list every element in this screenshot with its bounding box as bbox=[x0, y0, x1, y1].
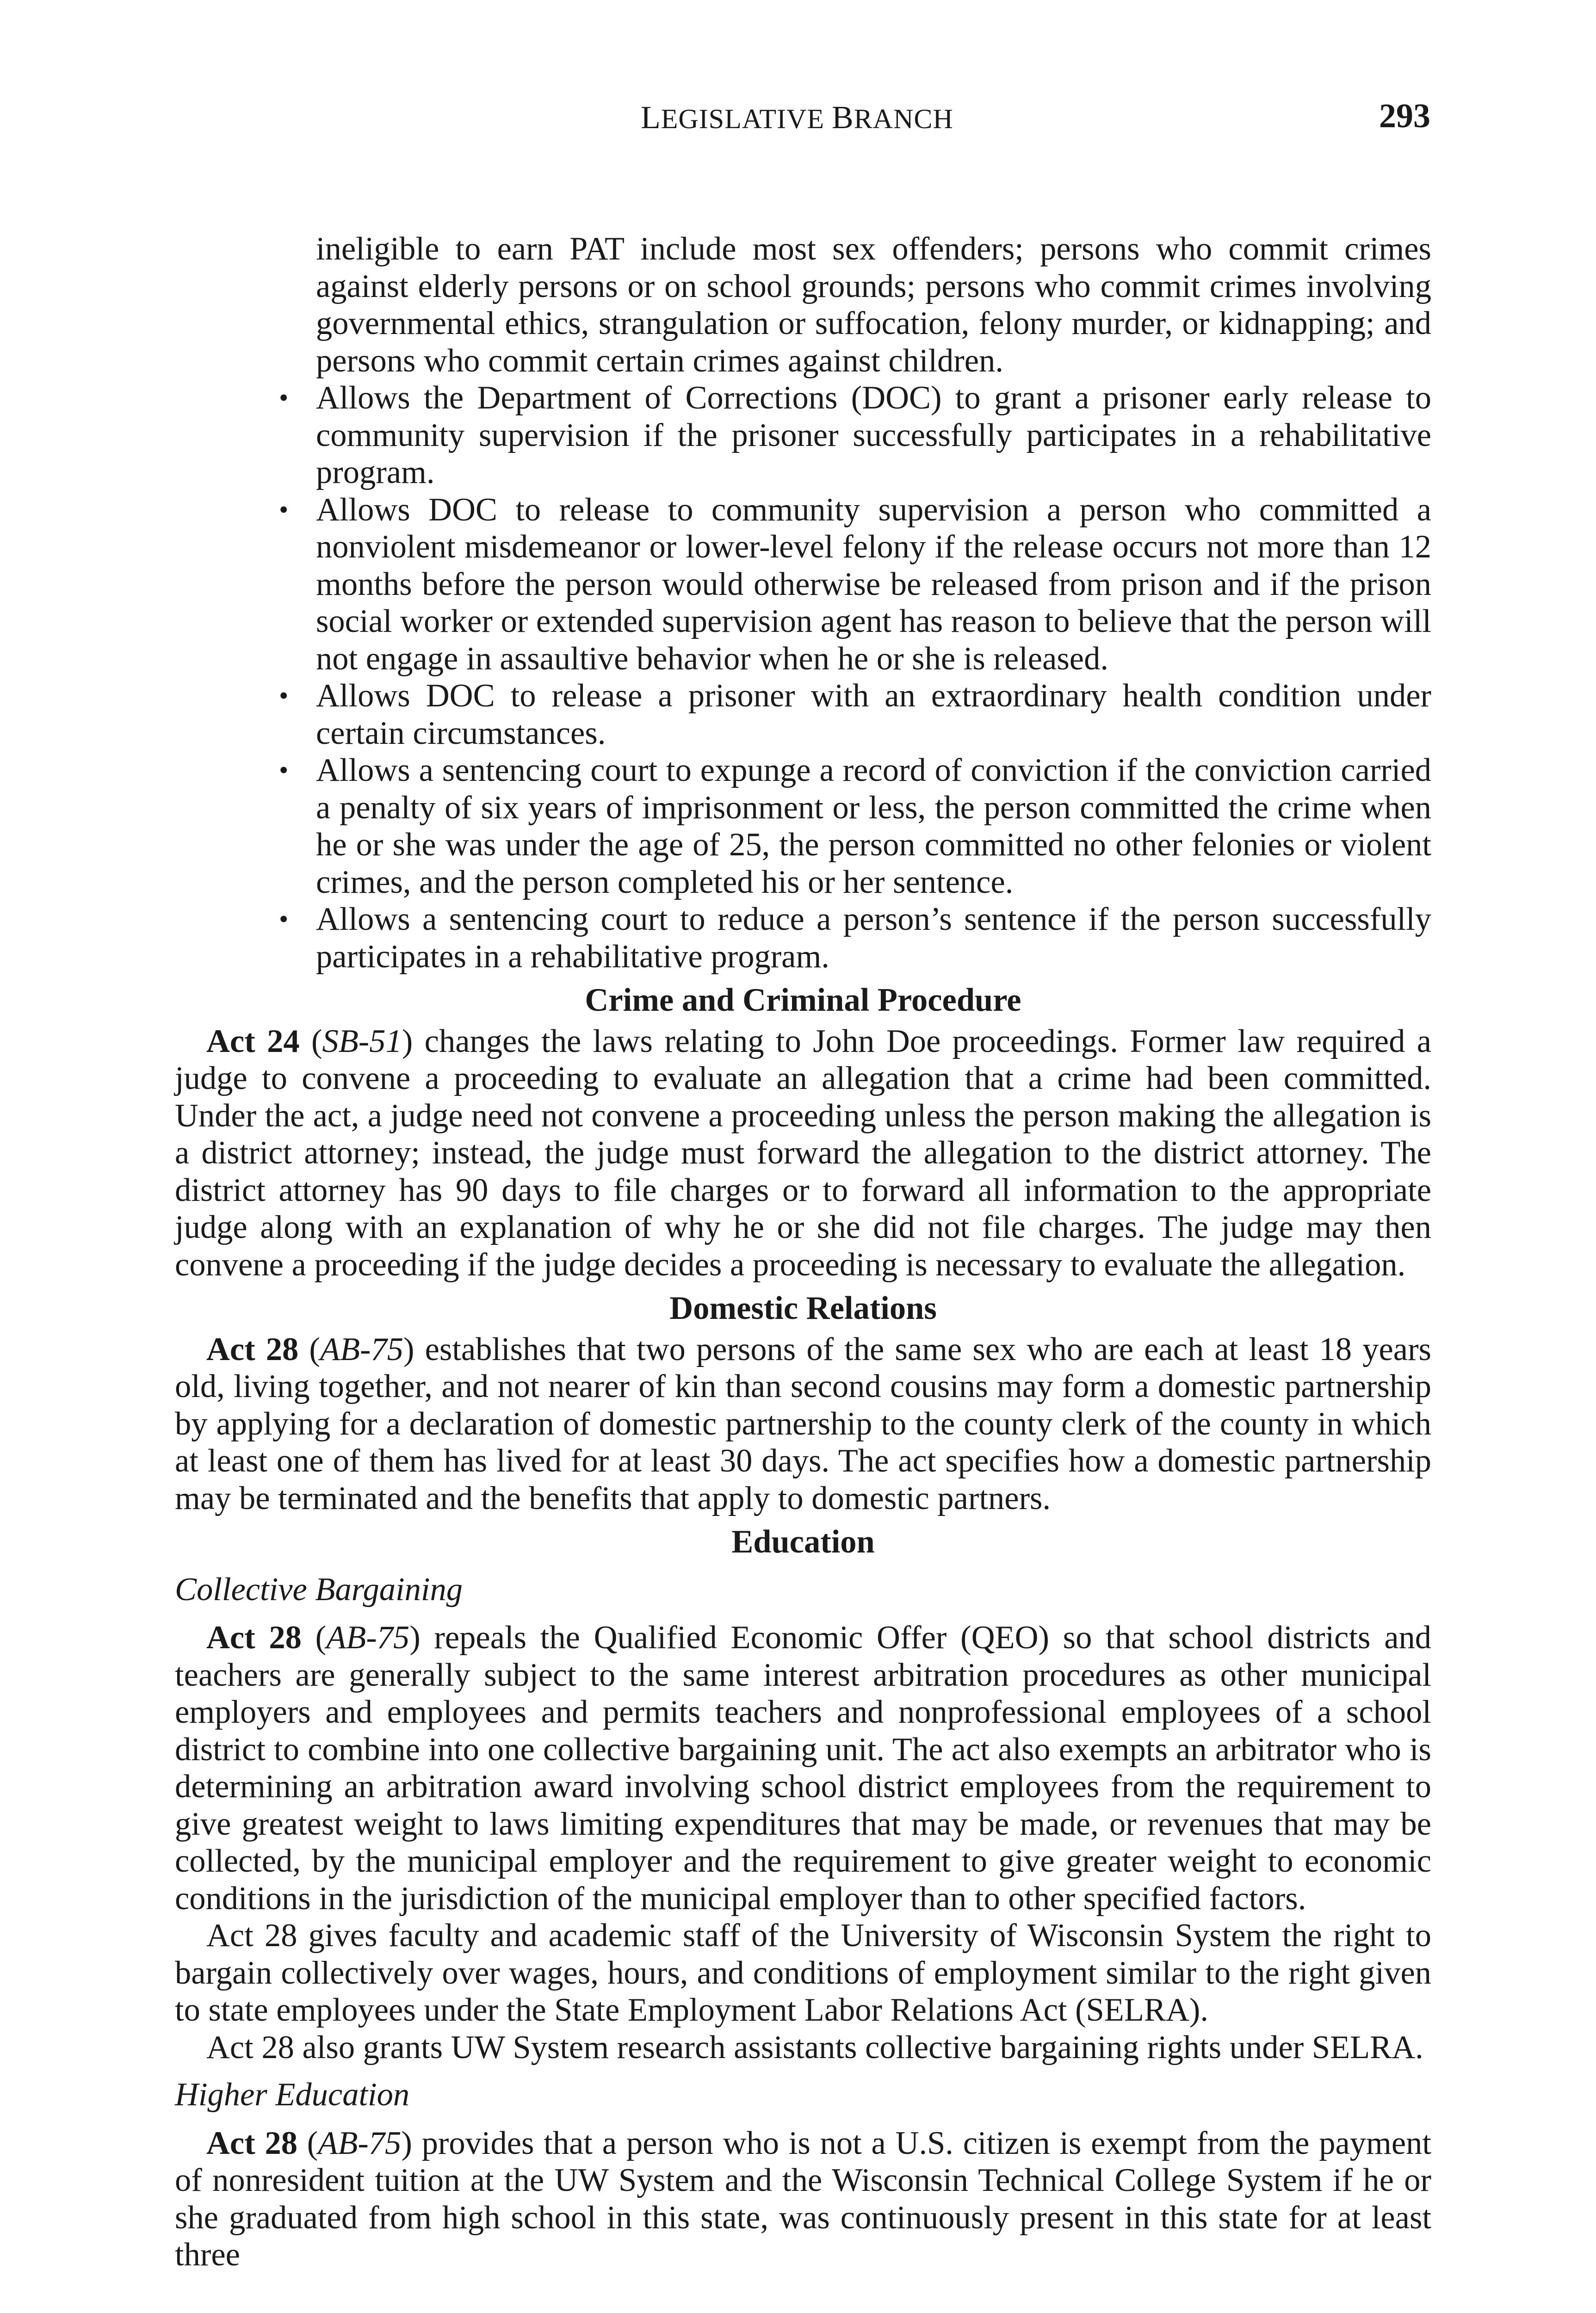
bullet-item bbox=[175, 901, 1431, 975]
bullet-text: Allows DOC to release to community supervision a person who committed a nonviolent misdemeanor or lower-level felony if the release occurs not more than 12 months before the person would otherwise be released from prison and if the prison social worker or extended supervision agent has reason to believe that the person will not engage in assaultive behavior when he or she is released. bbox=[316, 491, 1431, 677]
paragraph-text: establishes that two persons of the same sex who are each at least 18 years old, living together, and not nearer of kin than second cousins may form a domestic partnership by applying for a declaration of domestic partnership to the county clerk of the county in which at least one of them has lived for at least 30 days. The act specifies how a domestic partnership may be terminated and the benefits that apply to domestic partners. bbox=[175, 1331, 1431, 1516]
paragraph-text: provides that a person who is not a U.S. citizen is exempt from the payment of nonresident tuition at the UW System and the Wisconsin Technical College System if he or she graduated from high school in this state, was continuously present in this state for at least three bbox=[175, 2125, 1432, 2273]
bullet-text: Allows a sentencing court to expunge a record of conviction if the conviction carried a penalty of six years of imprisonment or less, the person committed the crime when he or she was under the age of 25, the person committed no other felonies or violent crimes, and the person completed his or her sentence. bbox=[316, 752, 1431, 900]
paragraph-text: changes the laws relating to John Doe proceedings. Former law required a judge to convene a proceeding to evaluate an allegation that a crime had been committed. Under the act, a judge need not convene a proceeding unless the person making the allegation is a district attorney; instead, the judge must forward the allegation to the district attorney. The district attorney has 90 days to file charges or to forward all information to the appropriate judge along with an explanation of why he or she did not file charges. The judge may then convene a proceeding if the judge decides a proceeding is necessary to evaluate the allegation. bbox=[175, 1023, 1432, 1283]
act-number: Act 28 bbox=[206, 1331, 299, 1367]
subheading-collective-bargaining: Collective Bargaining bbox=[175, 1571, 463, 1608]
bullet-list bbox=[175, 379, 1431, 975]
running-head bbox=[0, 99, 1596, 141]
bill-number: SB-51 bbox=[322, 1023, 402, 1059]
subheading-higher-education: Higher Education bbox=[175, 2077, 410, 2113]
act-number: Act 28 bbox=[206, 2125, 297, 2161]
running-title bbox=[641, 99, 953, 136]
title-first-initial: L bbox=[641, 100, 661, 136]
bullet-marker: • bbox=[279, 383, 289, 413]
section-heading-crime: Crime and Criminal Procedure bbox=[585, 982, 1021, 1018]
faculty-paragraph: Act 28 gives faculty and academic staff of the University of Wisconsin System the right to bargain collectively over wages, hours, and conditions of employment similar to the right given to state employees under the State Employment Labor Relations Act (SELRA). bbox=[175, 1917, 1431, 2028]
bullet-text: Allows DOC to release a prisoner with an extraordinary health condition under certain circumstances. bbox=[316, 678, 1431, 751]
bullet-marker: • bbox=[279, 494, 289, 525]
page-number: 293 bbox=[1379, 97, 1430, 135]
collective-paragraph: Act 28 (AB-75) repeals the Qualified Economic Offer (QEO) so that school districts and teachers are generally subject to the same interest arbitration procedures as other municipal employers and employees and permits teachers and nonprofessional employees of a school district to combine into one collective bargaining unit. The act also exempts an arbitrator who is determining an arbitration award involving school district employees from the requirement to give greatest weight to laws limiting expenditures that may be made, or revenues that may be collected, by the municipal employer and the requirement to give greater weight to economic conditions in the jurisdiction of the municipal employer than to other specified factors. bbox=[175, 1620, 1431, 1917]
act-number: Act 28 bbox=[206, 1620, 302, 1656]
bullet-text: Allows the Department of Corrections (DOC) to grant a prisoner early release to community supervision if the prisoner successfully participates in a rehabilitative program. bbox=[316, 380, 1431, 490]
section-heading-domestic: Domestic Relations bbox=[669, 1290, 937, 1326]
bill-number: AB-75 bbox=[318, 2125, 402, 2161]
bullet-item bbox=[175, 379, 1431, 491]
bullet-marker: • bbox=[279, 680, 289, 711]
act-number: Act 24 bbox=[206, 1023, 300, 1059]
bullet-item bbox=[175, 677, 1431, 752]
bill-number: AB-75 bbox=[326, 1620, 410, 1656]
bullet-marker: • bbox=[279, 904, 289, 934]
section-heading-education: Education bbox=[731, 1524, 875, 1560]
higher-education-paragraph: Act 28 (AB-75) provides that a person who is not a U.S. citizen is exempt from the payment of nonresident tuition at the UW System and the Wisconsin Technical College System if he or she graduated from high school in this state, was continuously present in this state for at least three bbox=[175, 2125, 1432, 2273]
paragraph-text: repeals the Qualified Economic Offer (QEO) so that school districts and teachers are generally subject to the same interest arbitration procedures as other municipal employers and employees and permits teachers and nonprofessional employees of a school district to combine into one collective bargaining unit. The act also exempts an arbitrator who is determining an arbitration award involving school district employees from the requirement to give greatest weight to laws limiting expenditures that may be made, or revenues that may be collected, by the municipal employer and the requirement to give greater weight to economic conditions in the jurisdiction of the municipal employer than to other specified factors. bbox=[175, 1620, 1431, 1917]
bill-number: AB-75 bbox=[320, 1331, 403, 1367]
title-first-rest: EGISLATIVE bbox=[661, 104, 825, 134]
bullet-item bbox=[175, 491, 1431, 678]
title-second-rest: RANCH bbox=[854, 104, 953, 134]
domestic-paragraph: Act 28 (AB-75) establishes that two persons of the same sex who are each at least 18 years old, living together, and not nearer of kin than second cousins may form a domestic partnership by applying for a declaration of domestic partnership to the county clerk of the county in which at least one of them has lived for at least 30 days. The act specifies how a domestic partnership may be terminated and the benefits that apply to domestic partners. bbox=[175, 1331, 1431, 1516]
bullet-text: Allows a sentencing court to reduce a person’s sentence if the person successfully participates in a rehabilitative program. bbox=[316, 901, 1431, 975]
research-assistants-paragraph: Act 28 also grants UW System research assistants collective bargaining rights under SELRA. bbox=[206, 2029, 1423, 2066]
bullet-marker: • bbox=[279, 755, 289, 785]
title-second-initial: B bbox=[832, 100, 854, 136]
page-body bbox=[175, 230, 1431, 2274]
bullet-item bbox=[175, 752, 1431, 901]
continued-paragraph: ineligible to earn PAT include most sex offenders; persons who commit crimes against elderly persons or on school grounds; persons who commit crimes involving governmental ethics, strangulation or suffocation, felony murder, or kidnapping; and persons who commit certain crimes against children. bbox=[316, 231, 1431, 379]
crime-paragraph: Act 24 (SB-51) changes the laws relating to John Doe proceedings. Former law required a judge to convene a proceeding to evaluate an allegation that a crime had been committed. Under the act, a judge need not convene a proceeding unless the person making the allegation is a district attorney; instead, the judge must forward the allegation to the district attorney. The district attorney has 90 days to file charges or to forward all information to the appropriate judge along with an explanation of why he or she did not file charges. The judge may then convene a proceeding if the judge decides a proceeding is necessary to evaluate the allegation. bbox=[175, 1023, 1432, 1283]
